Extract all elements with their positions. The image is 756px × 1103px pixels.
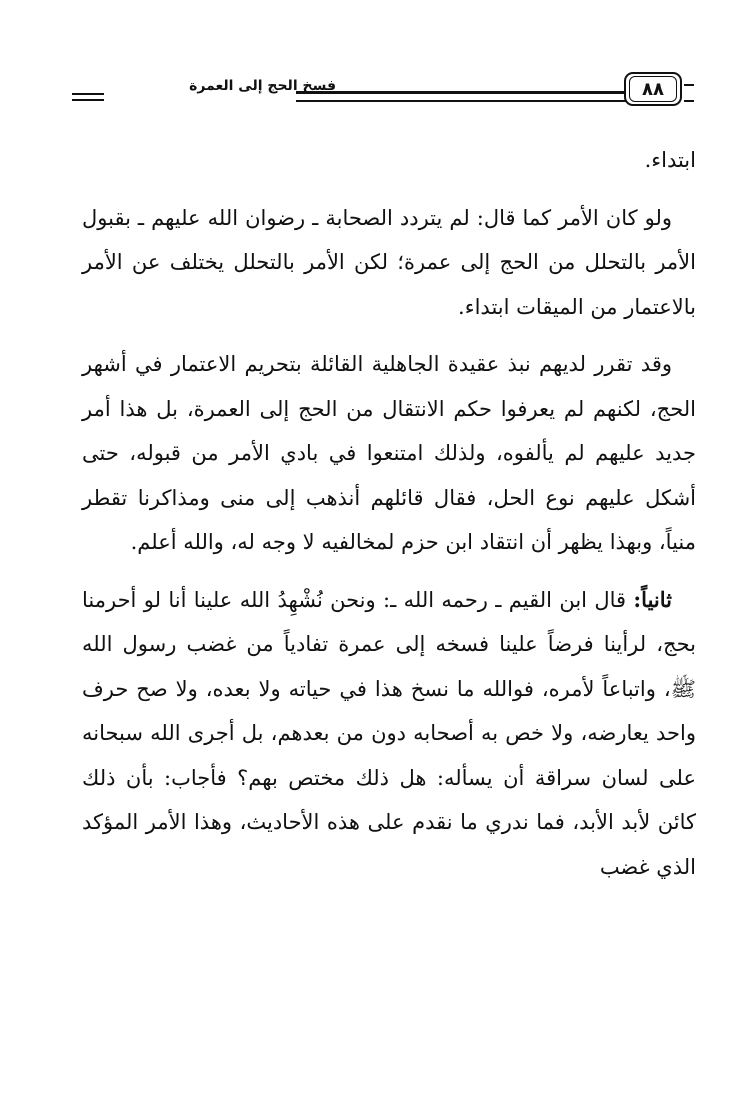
header-double-rule-left xyxy=(72,93,104,101)
running-title: فسخ الحج إلى العمرة xyxy=(189,78,336,94)
running-header xyxy=(72,70,700,114)
paragraph xyxy=(82,578,696,890)
paragraph-text: قال ابن القيم ـ رحمه الله ـ: ونحن نُشْهِدُ الله علينا أنا لو أحرمنا بحج، لرأينا فرضاً علينا فسخه إلى عمرة تفادياً من غضب رسول الله xyxy=(82,587,696,656)
paragraph-continuation: ابتداء. xyxy=(644,148,696,172)
main-text xyxy=(82,138,696,889)
paragraph: ولو كان الأمر كما قال: لم يتردد الصحابة ـ رضوان الله عليهم ـ بقبول الأمر بالتحلل من الحج إلى عمرة؛ لكن الأمر بالتحلل يختلف عن الأمر بالاعتمار من الميقات ابتداء. xyxy=(82,205,696,319)
page-number: ٨٨ xyxy=(629,76,677,102)
header-double-rule-right xyxy=(684,84,694,102)
header-double-rule xyxy=(296,91,626,102)
paragraph-text: ، واتباعاً لأمره، فوالله ما نسخ هذا في حياته ولا بعده، ولا صح حرف واحد يعارضه، ولا خص به أصحابه دون من بعدهم، بل أجرى الله سبحانه على لسان سراقة أن يسأله: هل ذلك مختص بهم؟ فأجاب: بأن ذلك كائن لأبد الأبد، فما ندري ما نقدم على هذه الأحاديث، وهذا الأمر المؤكد الذي غضب xyxy=(82,676,696,879)
paragraph: وقد تقرر لديهم نبذ عقيدة الجاهلية القائلة بتحريم الاعتمار في أشهر الحج، لكنهم لم يعرفوا حكم الانتقال من الحج إلى العمرة، بل هذا أمر جديد عليهم لم يألفوه، ولذلك امتنعوا في بادي الأمر من قبوله، حتى أشكل عليهم نوع الحل، فقال قائلهم أنذهب إلى منى ومذاكرنا تقطر منياً، وبهذا يظهر أن انتقاد ابن حزم لمخالفيه لا وجه له، والله أعلم. xyxy=(82,352,696,554)
honorific-symbol: ﷺ xyxy=(670,676,696,701)
paragraph-lead: ثانياً: xyxy=(633,586,672,612)
page-number-frame xyxy=(624,72,682,106)
